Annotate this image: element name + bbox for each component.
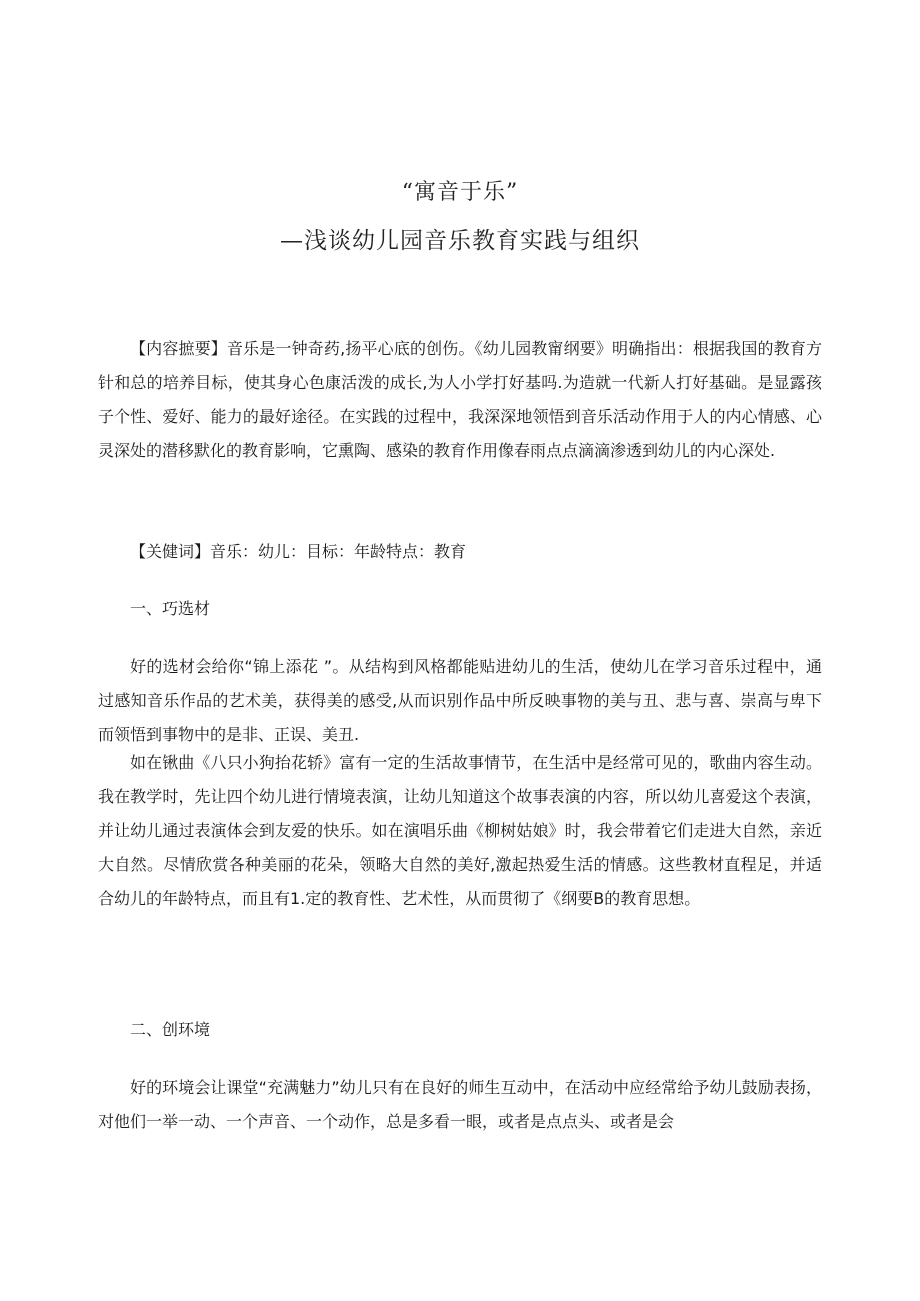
document-title: “寓音于乐” xyxy=(401,180,519,205)
section-heading: 一、巧选材 xyxy=(130,599,211,618)
abstract-text: 音乐是一钟奇药,扬平心底的创伤。《幼儿园教甯纲要》明确指出：根据我国的教育方针和总的培养目标，使其身心色康活泼的成长,为人小学打好基吗.为造就一代新人打好基础。是显露孩子个性、爱好、能力的最好途径。在实践的过程中，我深深地领悟到音乐活动作用于人的内心情感、心灵深处的潜移默化的教育影响，它熏陶、感染的教育作用像春雨点点滴滴渗透到幼儿的内心深处. xyxy=(98,339,822,460)
keywords-label: 【关健词】 xyxy=(130,542,211,561)
abstract-paragraph xyxy=(98,332,822,468)
keywords-text: 音乐：幼儿：目标：年龄特点：教育 xyxy=(210,542,467,561)
body-paragraph: 好的选材会给你“锦上添花 ”。从结构到风格都能贴进幼儿的生活，使幼儿在学习音乐过程中，通过感知音乐作品的艺术美，获得美的感受,从而识别作品中所反映事物的美与丑、悲与喜、崇高与卑下而领悟到事物中的是非、正误、美丑. xyxy=(98,657,822,744)
abstract-label: 【内容摭要】 xyxy=(130,339,227,358)
body-paragraph: 好的环境会让课堂“充满魅力”幼儿只有在良好的师生互动中，在活动中应经常给予幼儿鼓励表扬，对他们一举一动、一个声音、一个动作，总是多看一眼，或者是点点头、或者是会 xyxy=(98,1078,822,1131)
keywords-paragraph xyxy=(98,535,822,569)
section-heading: 二、创环境 xyxy=(130,1020,211,1039)
body-paragraph: 如在锹曲《八只小狗抬花轿》富有一定的生活故事情节，在生活中是经常可见的，歌曲内容生动。我在教学时，先让四个幼儿进行情境表演，让幼儿知道这个故事表演的内容，所以幼儿喜爱这个表演，并让幼儿通过表演体会到友爱的快乐。如在演唱乐曲《柳树姑娘》时，我会带着它们走进大自然，亲近大自然。尽情欣赏各种美丽的花朵，领略大自然的美好,激起热爱生活的情感。这些教材直程足，并适合幼儿的年龄特点，而且有1.定的教育性、艺术性，从而贯彻了《纲要B的教育思想。 xyxy=(98,753,822,908)
document-subtitle: —浅谈幼儿园音乐教育实践与组织 xyxy=(280,228,640,254)
